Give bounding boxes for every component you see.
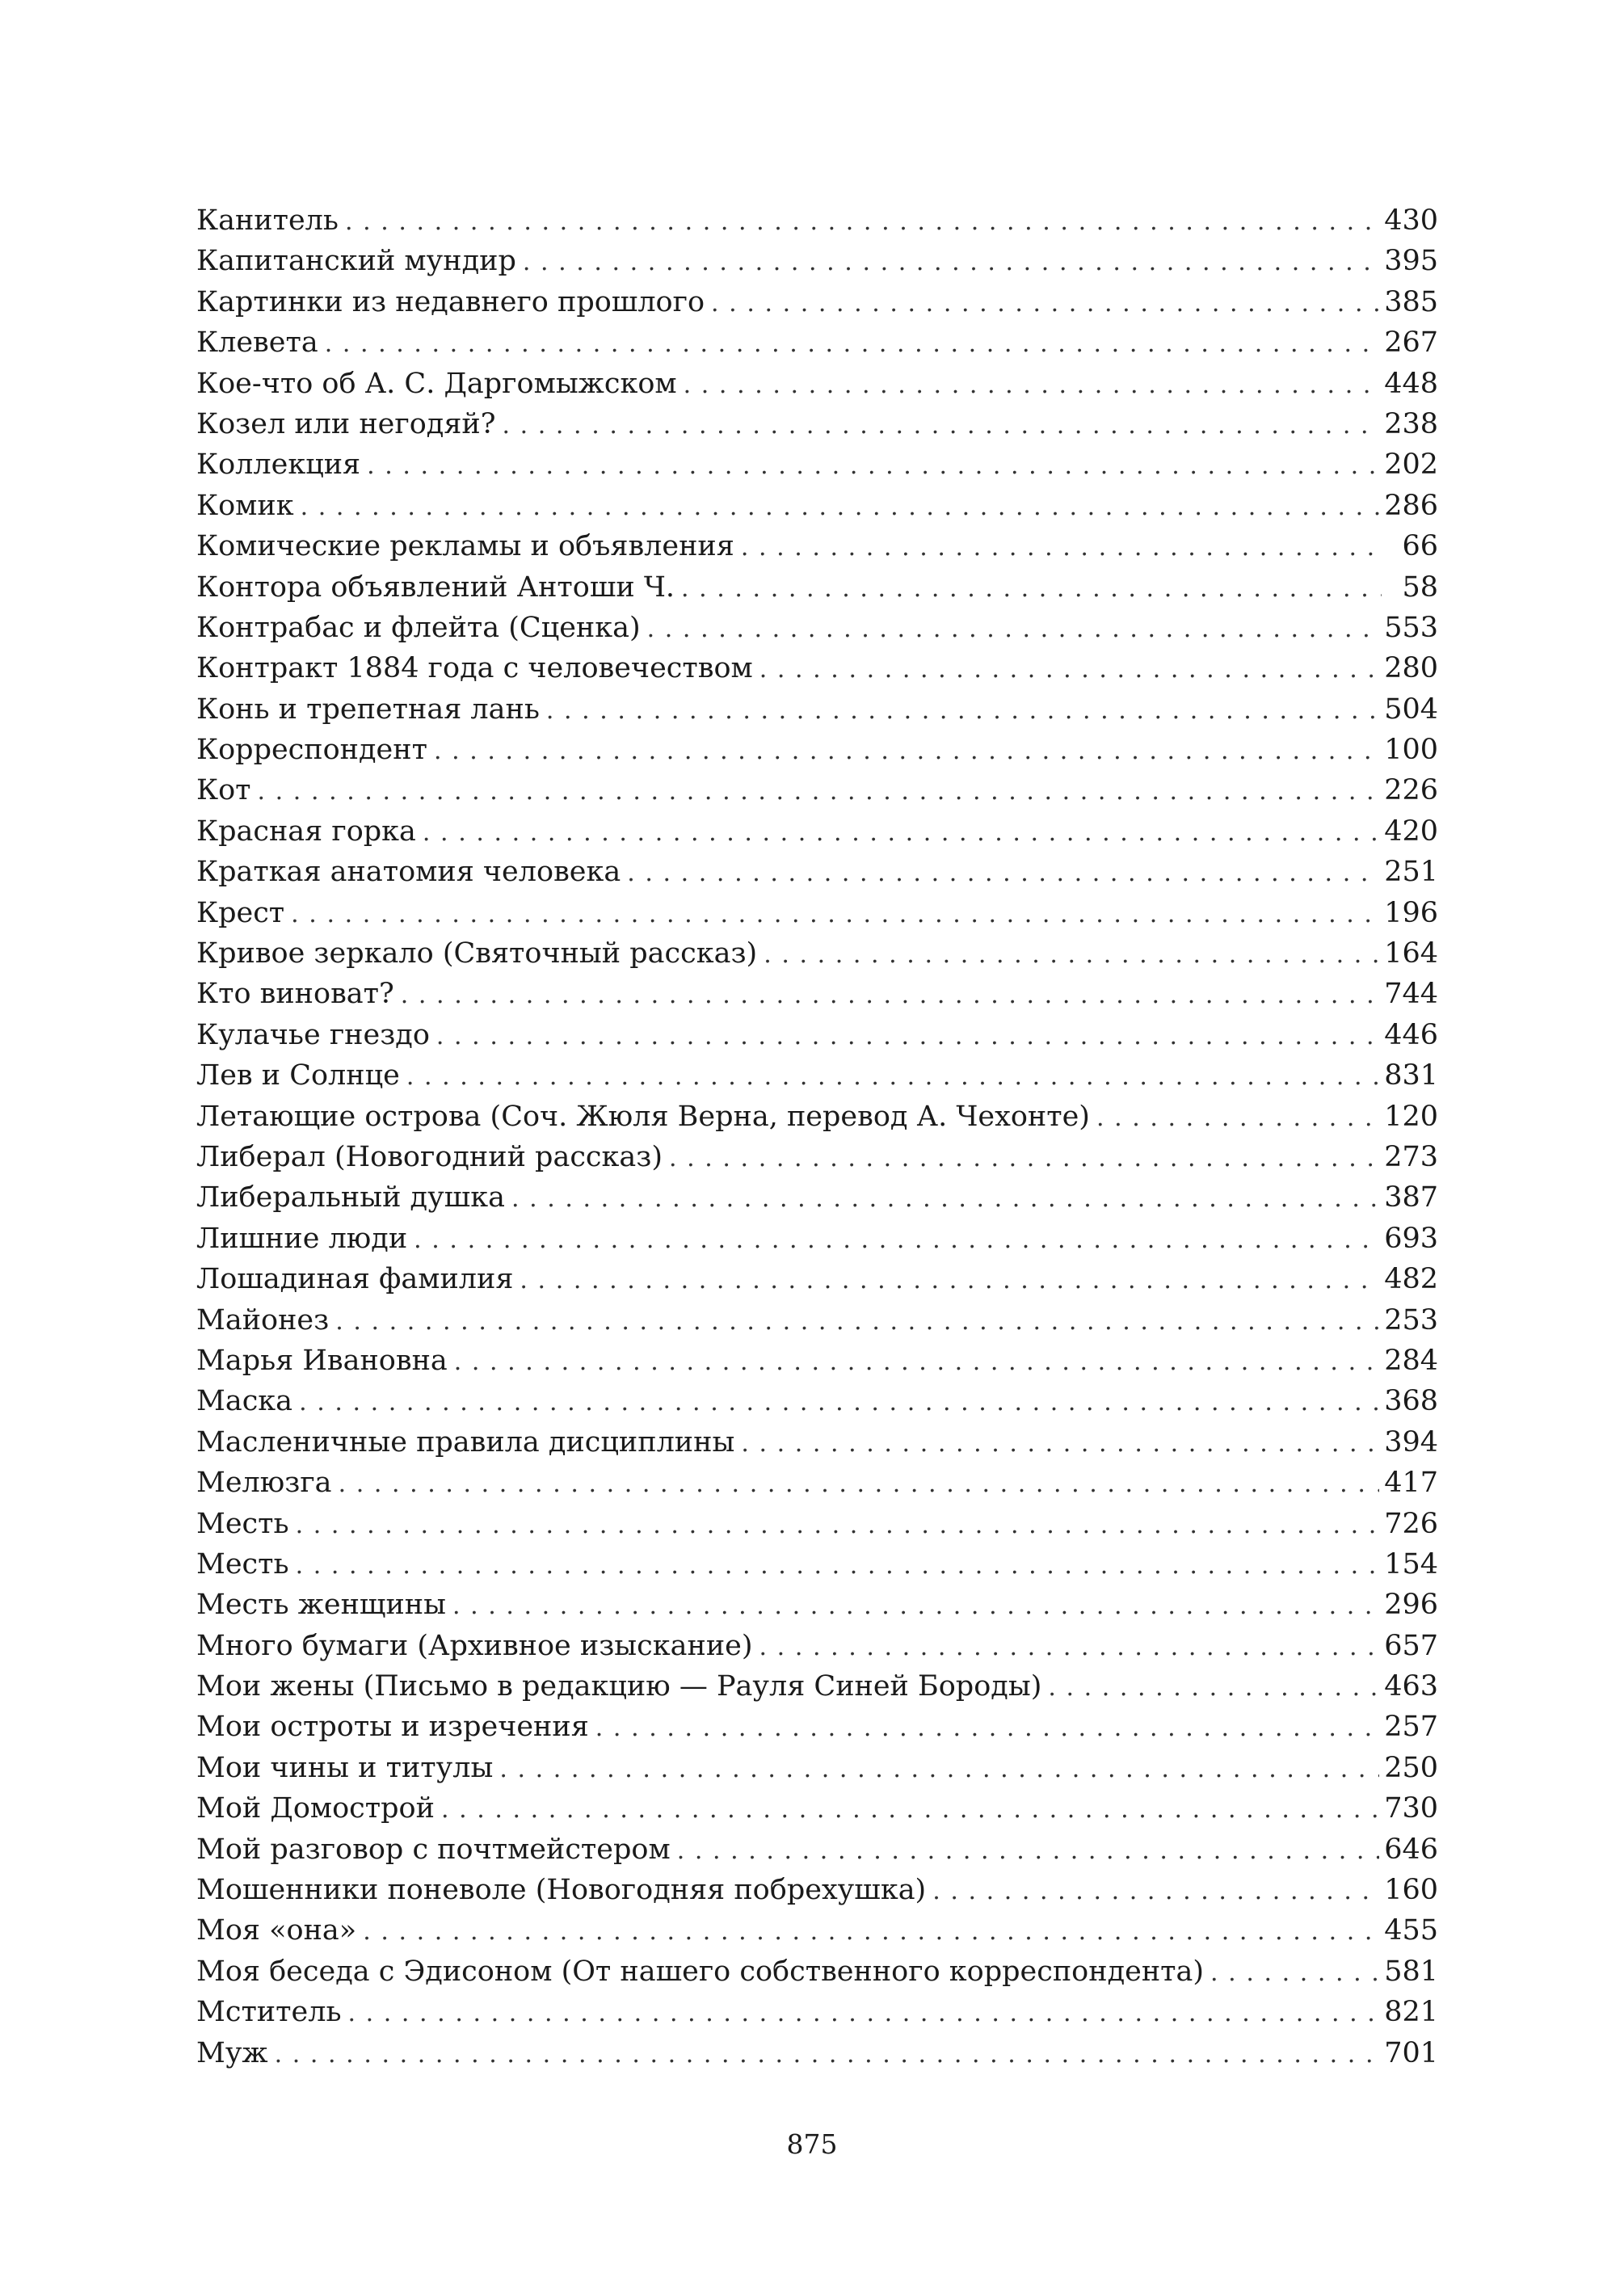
toc-entry	[196, 241, 1438, 281]
dot-leader	[499, 1749, 1379, 1790]
dot-leader	[669, 1139, 1379, 1179]
toc-entry-page: 267	[1384, 326, 1438, 360]
toc-entry	[196, 1341, 1438, 1381]
toc-entry-title: Много бумаги (Архивное изыскание)	[196, 1629, 753, 1662]
dot-leader	[511, 1179, 1379, 1219]
toc-entry	[196, 648, 1438, 688]
toc-entry-page: 821	[1384, 1996, 1438, 2029]
toc-entry-title: Комические рекламы и объявления	[196, 530, 734, 563]
toc-entry-page: 58	[1402, 570, 1438, 604]
toc-entry	[196, 567, 1438, 608]
dot-leader	[434, 731, 1379, 772]
dot-leader	[296, 1505, 1380, 1546]
dot-leader	[764, 935, 1379, 975]
dot-leader	[367, 446, 1379, 486]
toc-entry-page: 693	[1384, 1222, 1438, 1255]
toc-entry	[196, 1463, 1438, 1503]
toc-entry-page: 286	[1384, 489, 1438, 522]
toc-entry	[196, 1015, 1438, 1055]
toc-entry-page: 387	[1384, 1181, 1438, 1214]
toc-entry	[196, 1177, 1438, 1218]
toc-entry-title: Мошенники поневоле (Новогодняя побрехушка)	[196, 1874, 927, 1907]
toc-entry	[196, 893, 1438, 933]
toc-entry	[196, 200, 1438, 241]
toc-entry	[196, 1666, 1438, 1707]
dot-leader	[627, 853, 1379, 894]
dot-leader	[595, 1708, 1379, 1749]
toc-entry-title: Контора объявлений Антоши Ч.	[196, 570, 675, 604]
dot-leader	[258, 772, 1380, 812]
toc-entry-page: 701	[1384, 2036, 1438, 2069]
dot-leader	[345, 202, 1379, 242]
toc-entry-page: 257	[1384, 1711, 1438, 1744]
toc-entry-page: 553	[1384, 611, 1438, 644]
toc-entry-page: 726	[1384, 1507, 1438, 1540]
toc-entry	[196, 730, 1438, 770]
toc-entry-title: Мои жены (Письмо в редакцию — Рауля Синей Бороды)	[196, 1670, 1042, 1703]
toc-entry-page: 368	[1384, 1385, 1438, 1418]
toc-entry-page: 482	[1384, 1263, 1438, 1296]
dot-leader	[520, 1261, 1379, 1301]
toc-entry-title: Либерал (Новогодний рассказ)	[196, 1140, 663, 1173]
toc-entry-page: 154	[1384, 1547, 1438, 1581]
toc-entry-title: Картинки из недавнего прошлого	[196, 285, 705, 318]
toc-entry-page: 202	[1384, 448, 1438, 482]
toc-entry-page: 430	[1384, 204, 1438, 237]
toc-entry-page: 66	[1402, 530, 1438, 563]
toc-entry	[196, 1259, 1438, 1299]
toc-entry-title: Лев и Солнце	[196, 1059, 400, 1092]
toc-entry-title: Мститель	[196, 1996, 342, 2029]
toc-entry	[196, 1219, 1438, 1259]
dot-leader	[1210, 1953, 1379, 1993]
dot-leader	[414, 1220, 1379, 1261]
toc-entry	[196, 1951, 1438, 1992]
toc-entry-page: 581	[1384, 1955, 1438, 1988]
toc-entry-title: Контрабас и флейта (Сценка)	[196, 611, 641, 644]
table-of-contents	[196, 200, 1438, 2073]
toc-entry	[196, 1300, 1438, 1341]
dot-leader	[291, 895, 1379, 935]
toc-entry-title: Коллекция	[196, 448, 361, 482]
dot-leader	[759, 650, 1379, 690]
toc-entry-page: 251	[1384, 856, 1438, 889]
toc-entry-title: Контракт 1884 года с человечеством	[196, 652, 753, 685]
toc-entry-page: 100	[1384, 734, 1438, 767]
toc-entry-title: Кое-что об А. С. Даргомыжском	[196, 367, 677, 400]
toc-entry-page: 420	[1384, 815, 1438, 848]
toc-entry	[196, 526, 1438, 566]
toc-entry-title: Мой разговор с почтмейстером	[196, 1833, 671, 1866]
toc-entry	[196, 1422, 1438, 1463]
toc-entry-title: Краткая анатомия человека	[196, 856, 621, 889]
dot-leader	[684, 365, 1380, 406]
toc-entry	[196, 1870, 1438, 1910]
toc-entry-page: 394	[1384, 1425, 1438, 1459]
toc-entry	[196, 2033, 1438, 2073]
dot-leader	[932, 1871, 1379, 1912]
toc-entry-page: 253	[1384, 1303, 1438, 1337]
toc-entry-title: Месть	[196, 1507, 289, 1540]
dot-leader	[454, 1342, 1379, 1383]
toc-entry-title: Красная горка	[196, 815, 416, 848]
toc-entry	[196, 1504, 1438, 1544]
toc-entry	[196, 1626, 1438, 1666]
dot-leader	[275, 2035, 1380, 2075]
toc-entry-title: Масленичные правила дисциплины	[196, 1425, 735, 1459]
toc-entry-title: Конь и трепетная лань	[196, 692, 540, 726]
toc-entry-page: 504	[1384, 692, 1438, 726]
toc-entry-title: Крест	[196, 896, 285, 929]
toc-entry	[196, 1137, 1438, 1177]
toc-entry-title: Лишние люди	[196, 1222, 408, 1255]
toc-entry-title: Либеральный душка	[196, 1181, 505, 1214]
toc-entry-title: Летающие острова (Соч. Жюля Верна, перевод А. Чехонте)	[196, 1100, 1090, 1133]
dot-leader	[363, 1912, 1379, 1952]
dot-leader	[681, 569, 1382, 609]
dot-leader	[546, 691, 1379, 731]
toc-entry-page: 657	[1384, 1629, 1438, 1662]
toc-entry-title: Майонез	[196, 1303, 330, 1337]
toc-entry-page: 831	[1384, 1059, 1438, 1092]
toc-entry	[196, 1097, 1438, 1137]
dot-leader	[523, 242, 1379, 283]
dot-leader	[299, 1383, 1379, 1423]
page-number: 875	[786, 2128, 838, 2160]
toc-entry-page: 164	[1384, 937, 1438, 970]
toc-entry-page: 744	[1384, 978, 1438, 1011]
toc-entry-title: Мои чины и титулы	[196, 1751, 494, 1784]
dot-leader	[436, 1017, 1379, 1057]
toc-entry-title: Марья Ивановна	[196, 1344, 448, 1377]
toc-entry-page: 273	[1384, 1140, 1438, 1173]
toc-entry	[196, 1992, 1438, 2032]
dot-leader	[406, 1057, 1379, 1097]
toc-entry-title: Мои остроты и изречения	[196, 1711, 589, 1744]
toc-entry	[196, 1707, 1438, 1747]
toc-entry-page: 395	[1384, 245, 1438, 278]
toc-entry-page: 455	[1384, 1914, 1438, 1947]
toc-entry-title: Месть женщины	[196, 1589, 446, 1622]
dot-leader	[423, 813, 1379, 853]
dot-leader	[335, 1302, 1379, 1342]
dot-leader	[441, 1790, 1379, 1830]
dot-leader	[503, 406, 1380, 446]
toc-entry	[196, 322, 1438, 363]
dot-leader	[325, 324, 1380, 364]
dot-leader	[296, 1546, 1380, 1586]
toc-entry	[196, 486, 1438, 526]
toc-entry-page: 646	[1384, 1833, 1438, 1866]
toc-entry-title: Козел или негодяй?	[196, 407, 496, 440]
toc-entry-title: Мелюзга	[196, 1467, 332, 1500]
toc-entry	[196, 811, 1438, 852]
toc-entry-title: Кулачье гнездо	[196, 1018, 430, 1051]
toc-entry	[196, 1829, 1438, 1870]
toc-entry-title: Кот	[196, 774, 251, 807]
toc-entry	[196, 444, 1438, 485]
toc-entry-page: 226	[1384, 774, 1438, 807]
toc-entry-title: Муж	[196, 2036, 268, 2069]
dot-leader	[339, 1464, 1380, 1505]
toc-entry	[196, 1585, 1438, 1625]
toc-entry-page: 250	[1384, 1751, 1438, 1784]
toc-entry-title: Кто виноват?	[196, 978, 394, 1011]
toc-entry	[196, 1910, 1438, 1951]
dot-leader	[1048, 1668, 1379, 1708]
toc-entry-page: 238	[1384, 407, 1438, 440]
toc-entry-title: Комик	[196, 489, 294, 522]
dot-leader	[677, 1831, 1379, 1871]
dot-leader	[348, 1993, 1380, 2034]
toc-entry-page: 296	[1384, 1589, 1438, 1622]
toc-entry	[196, 852, 1438, 892]
toc-entry-page: 280	[1384, 652, 1438, 685]
toc-entry	[196, 364, 1438, 404]
dot-leader	[741, 1424, 1379, 1464]
toc-entry-page: 196	[1384, 896, 1438, 929]
toc-entry-title: Лошадиная фамилия	[196, 1263, 514, 1296]
toc-entry-page: 120	[1384, 1100, 1438, 1133]
toc-entry	[196, 1381, 1438, 1421]
toc-entry-title: Клевета	[196, 326, 318, 360]
toc-entry-title: Маска	[196, 1385, 293, 1418]
toc-entry-title: Месть	[196, 1547, 289, 1581]
toc-entry-page: 463	[1384, 1670, 1438, 1703]
toc-entry	[196, 1788, 1438, 1829]
toc-entry	[196, 933, 1438, 974]
toc-entry-page: 284	[1384, 1344, 1438, 1377]
dot-leader	[741, 528, 1382, 568]
toc-entry-page: 448	[1384, 367, 1438, 400]
dot-leader	[1096, 1098, 1379, 1139]
toc-entry	[196, 1748, 1438, 1788]
toc-entry-title: Капитанский мундир	[196, 245, 516, 278]
toc-entry-title: Моя «она»	[196, 1914, 357, 1947]
toc-entry	[196, 974, 1438, 1014]
toc-entry-title: Мой Домострой	[196, 1792, 435, 1825]
dot-leader	[452, 1586, 1379, 1627]
toc-entry	[196, 689, 1438, 730]
dot-leader	[301, 487, 1380, 528]
toc-entry-page: 160	[1384, 1874, 1438, 1907]
toc-entry	[196, 770, 1438, 810]
toc-entry	[196, 1544, 1438, 1585]
toc-entry	[196, 404, 1438, 444]
dot-leader	[759, 1627, 1380, 1668]
toc-entry-page: 385	[1384, 285, 1438, 318]
toc-entry-title: Корреспондент	[196, 734, 427, 767]
dot-leader	[711, 284, 1379, 324]
toc-entry-page: 730	[1384, 1792, 1438, 1825]
toc-entry	[196, 1055, 1438, 1096]
toc-entry-page: 446	[1384, 1018, 1438, 1051]
dot-leader	[401, 975, 1379, 1016]
dot-leader	[647, 609, 1380, 650]
toc-entry	[196, 608, 1438, 648]
toc-entry-page: 417	[1384, 1467, 1438, 1500]
toc-entry-title: Канитель	[196, 204, 339, 237]
toc-entry-title: Кривое зеркало (Святочный рассказ)	[196, 937, 758, 970]
toc-entry-title: Моя беседа с Эдисоном (От нашего собственного корреспондента)	[196, 1955, 1205, 1988]
toc-entry	[196, 282, 1438, 322]
